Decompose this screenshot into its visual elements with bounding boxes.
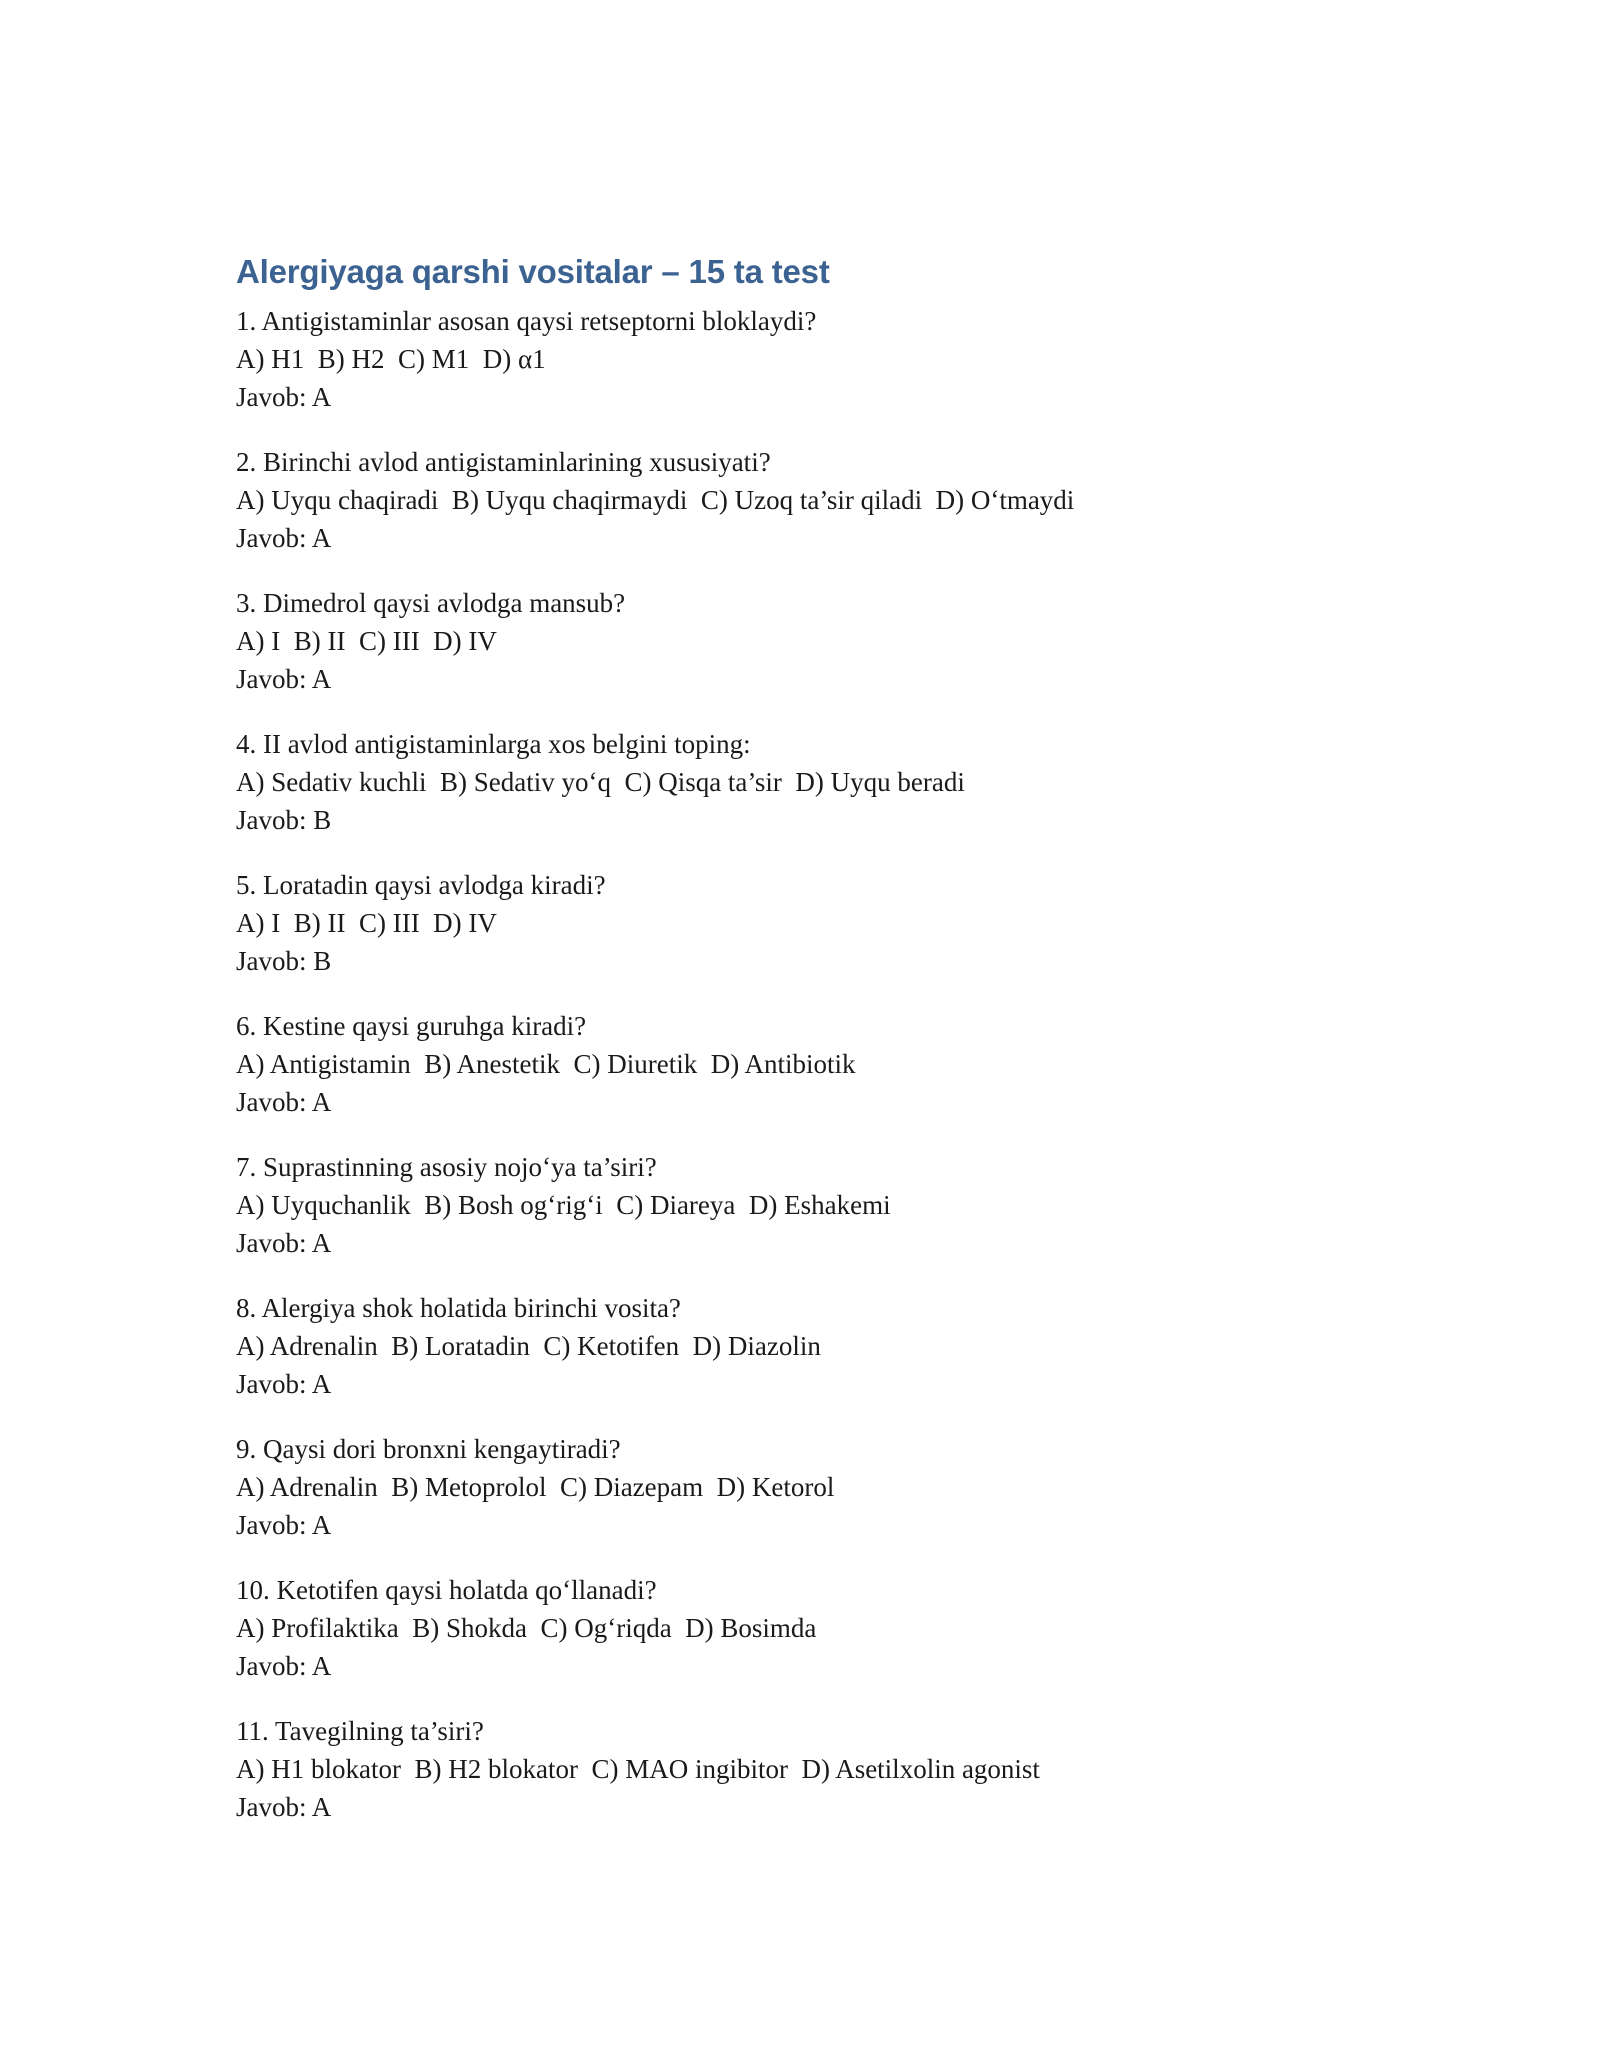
question-text: 8. Alergiya shok holatida birinchi vosita? — [236, 1293, 681, 1323]
answer-options: A) Adrenalin B) Metoprolol C) Diazepam D) Ketorol — [236, 1472, 835, 1502]
answer-options: A) Uyqu chaqiradi B) Uyqu chaqirmaydi C) Uzoq ta’sir qiladi D) O‘tmaydi — [236, 485, 1075, 515]
answer-key: Javob: A — [236, 523, 332, 553]
question-block — [236, 1289, 1376, 1403]
question-text: 5. Loratadin qaysi avlodga kiradi? — [236, 870, 606, 900]
question-text: 4. II avlod antigistaminlarga xos belgini toping: — [236, 729, 751, 759]
answer-options: A) I B) II C) III D) IV — [236, 908, 497, 938]
answer-key: Javob: B — [236, 946, 332, 976]
answer-key: Javob: B — [236, 805, 332, 835]
answer-key: Javob: A — [236, 1228, 332, 1258]
answer-options: A) I B) II C) III D) IV — [236, 626, 497, 656]
question-block — [236, 1148, 1376, 1262]
answer-key: Javob: A — [236, 664, 332, 694]
question-text: 2. Birinchi avlod antigistaminlarining xususiyati? — [236, 447, 771, 477]
question-text: 7. Suprastinning asosiy nojo‘ya ta’siri? — [236, 1152, 657, 1182]
question-block — [236, 866, 1376, 980]
answer-options: A) Profilaktika B) Shokda C) Og‘riqda D) Bosimda — [236, 1613, 817, 1643]
question-block — [236, 1007, 1376, 1121]
document-page — [236, 250, 1376, 1853]
answer-key: Javob: A — [236, 1510, 332, 1540]
answer-options: A) Adrenalin B) Loratadin C) Ketotifen D) Diazolin — [236, 1331, 821, 1361]
question-list — [236, 302, 1376, 1826]
answer-options: A) H1 blokator B) H2 blokator C) MAO ingibitor D) Asetilxolin agonist — [236, 1754, 1040, 1784]
answer-key: Javob: A — [236, 382, 332, 412]
question-block — [236, 584, 1376, 698]
question-block — [236, 443, 1376, 557]
answer-options: A) Uyquchanlik B) Bosh og‘rig‘i C) Diareya D) Eshakemi — [236, 1190, 891, 1220]
answer-key: Javob: A — [236, 1369, 332, 1399]
question-text: 11. Tavegilning ta’siri? — [236, 1716, 484, 1746]
question-block — [236, 1430, 1376, 1544]
question-text: 1. Antigistaminlar asosan qaysi retseptorni bloklaydi? — [236, 306, 817, 336]
question-block — [236, 725, 1376, 839]
answer-key: Javob: A — [236, 1087, 332, 1117]
answer-options: A) Sedativ kuchli B) Sedativ yo‘q C) Qisqa ta’sir D) Uyqu beradi — [236, 767, 965, 797]
question-text: 3. Dimedrol qaysi avlodga mansub? — [236, 588, 626, 618]
question-block — [236, 1571, 1376, 1685]
question-block — [236, 302, 1376, 416]
question-text: 10. Ketotifen qaysi holatda qo‘llanadi? — [236, 1575, 657, 1605]
question-text: 9. Qaysi dori bronxni kengaytiradi? — [236, 1434, 621, 1464]
answer-options: A) Antigistamin B) Anestetik C) Diuretik D) Antibiotik — [236, 1049, 856, 1079]
question-block — [236, 1712, 1376, 1826]
answer-key: Javob: A — [236, 1651, 332, 1681]
question-text: 6. Kestine qaysi guruhga kiradi? — [236, 1011, 587, 1041]
document-title: Alergiyaga qarshi vositalar – 15 ta test — [236, 253, 830, 290]
answer-options: A) H1 B) H2 C) M1 D) α1 — [236, 344, 546, 374]
answer-key: Javob: A — [236, 1792, 332, 1822]
